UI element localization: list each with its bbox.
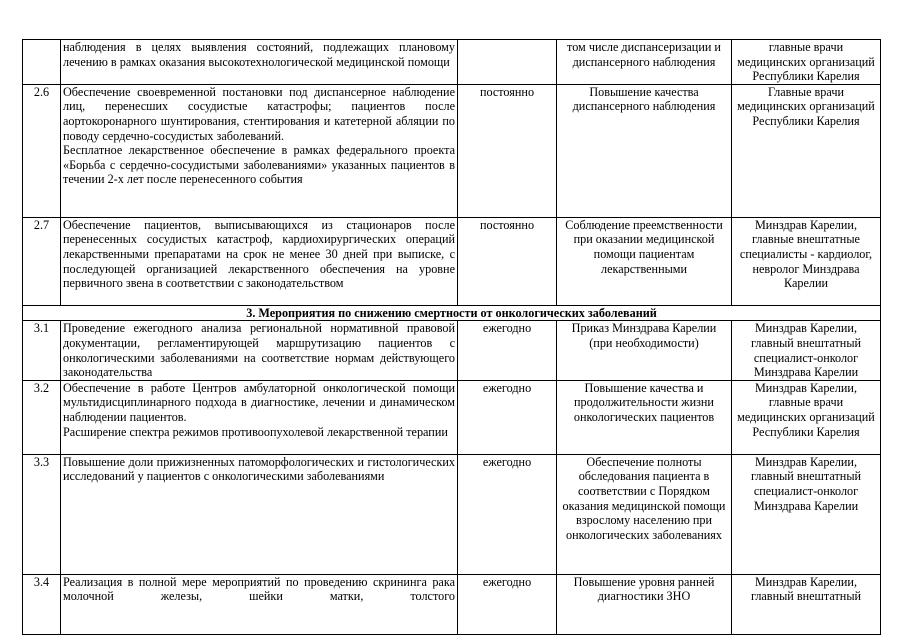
measure-responsible: Главные врачи медицинских организаций Республики Карелия — [732, 84, 881, 217]
measure-period: постоянно — [458, 217, 557, 305]
measure-result: Повышение уровня ранней диагностики ЗНО — [557, 574, 732, 634]
measure-period: ежегодно — [458, 574, 557, 634]
measure-period: ежегодно — [458, 321, 557, 380]
table-row — [23, 321, 881, 380]
measure-responsible: Минздрав Карелии, главные внештатные специалисты - кардиолог, невролог Минздрава Карелии — [732, 217, 881, 305]
row-number: 2.6 — [23, 84, 61, 217]
measure-result: Обеспечение полноты обследования пациента в соответствии с Порядком оказания медицинской помощи взрослому населению при онкологических заболеваниях — [557, 454, 732, 574]
row-number — [23, 40, 61, 85]
measure-result: Соблюдение преемственности при оказании медицинской помощи пациентам лекарственными — [557, 217, 732, 305]
table-row — [23, 454, 881, 574]
description-paragraph: Реализация в полной мере мероприятий по проведению скрининга рака молочной железы, шейки матки, толстого — [63, 574, 455, 604]
measure-responsible: главные врачи медицинских организаций Республики Карелия — [732, 40, 881, 85]
measure-result: Повышение качества и продолжительности жизни онкологических пациентов — [557, 380, 732, 454]
section-title: 3. Мероприятия по снижению смертности от онкологических заболеваний — [23, 305, 881, 321]
description-paragraph: Бесплатное лекарственное обеспечение в рамках федерального проекта «Борьба с сердечно-сосудистыми заболеваниями» указанных пациентов в течении 2-х лет после перенесенного события — [63, 143, 455, 187]
measure-result: Повышение качества диспансерного наблюдения — [557, 84, 732, 217]
measure-period: ежегодно — [458, 380, 557, 454]
measure-responsible: Минздрав Карелии, главный внештатный специалист-онколог Минздрава Карелии — [732, 321, 881, 380]
table-row — [23, 84, 881, 217]
description-paragraph: Повышение доли прижизненных патоморфологических и гистологических исследований у пациентов с онкологическими заболеваниями — [63, 454, 455, 484]
measure-result: Приказ Минздрава Карелии (при необходимости) — [557, 321, 732, 380]
section-header-row — [23, 305, 881, 321]
table-row — [23, 380, 881, 454]
measure-description — [61, 321, 458, 380]
description-paragraph: Обеспечение своевременной постановки под диспансерное наблюдение лиц, перенесших сосудистые катастрофы; пациентов после аортокоронарного шунтирования, стентирования и катетерной абляции по поводу сердечно-сосудистых заболеваний. — [63, 84, 455, 143]
measure-description — [61, 380, 458, 454]
description-paragraph: Обеспечение пациентов, выписывающихся из стационаров после перенесенных сосудистых катастроф, кардиохирургических операций лекарственными препаратами на срок не менее 30 дней при выписке, с последующей организацией лекарственного обеспечения на уровне первичного звена в соответствии с законодательством — [63, 217, 455, 291]
row-number: 2.7 — [23, 217, 61, 305]
measure-description — [61, 574, 458, 634]
description-paragraph: Проведение ежегодного анализа региональной нормативной правовой документации, регламентирующей маршрутизацию пациентов с онкологическими заболеваниями на соответствие нормам действующего законодательства — [63, 321, 455, 380]
description-paragraph: наблюдения в целях выявления состояний, подлежащих плановому лечению в рамках оказания высокотехнологической медицинской помощи — [63, 40, 455, 69]
table-row — [23, 40, 881, 85]
measure-description — [61, 217, 458, 305]
row-number: 3.1 — [23, 321, 61, 380]
measures-table — [22, 39, 881, 635]
measure-description — [61, 84, 458, 217]
measure-description — [61, 454, 458, 574]
measure-period: постоянно — [458, 84, 557, 217]
measure-description — [61, 40, 458, 85]
row-number: 3.2 — [23, 380, 61, 454]
table-row — [23, 574, 881, 634]
measure-result: том числе диспансеризации и диспансерного наблюдения — [557, 40, 732, 85]
description-paragraph: Расширение спектра режимов противоопухолевой лекарственной терапии — [63, 424, 448, 439]
measure-responsible: Минздрав Карелии, главный внештатный специалист-онколог Минздрава Карелии — [732, 454, 881, 574]
table-row — [23, 217, 881, 305]
row-number: 3.3 — [23, 454, 61, 574]
measure-period — [458, 40, 557, 85]
document-page — [22, 39, 880, 635]
measure-period: ежегодно — [458, 454, 557, 574]
measure-responsible: Минздрав Карелии, главный внештатный — [732, 574, 881, 634]
row-number: 3.4 — [23, 574, 61, 634]
description-paragraph: Обеспечение в работе Центров амбулаторной онкологической помощи мультидисциплинарного подхода в диагностике, лечении и динамическом наблюдении пациентов. — [63, 380, 455, 424]
measure-responsible: Минздрав Карелии, главные врачи медицинских организаций Республики Карелия — [732, 380, 881, 454]
